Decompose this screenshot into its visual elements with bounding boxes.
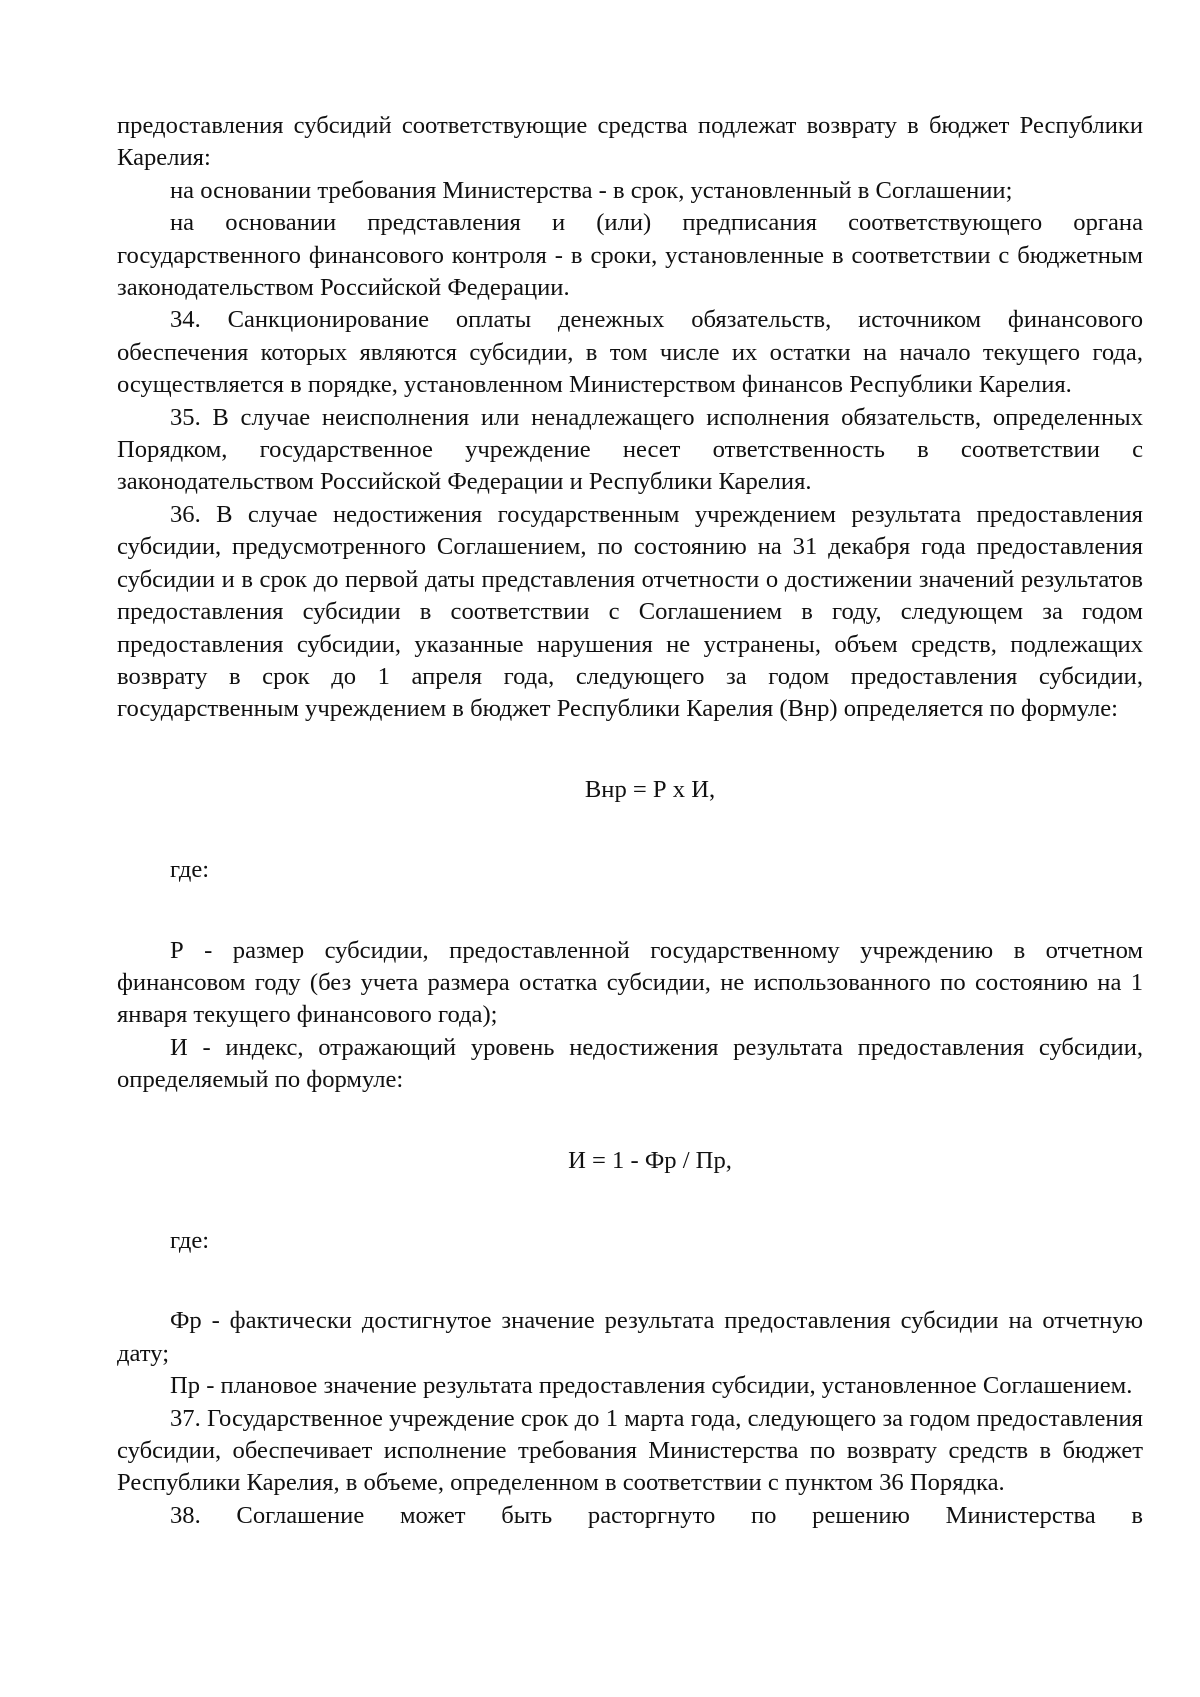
definition-i: И - индекс, отражающий уровень недостижения результата предоставления субсидии, определяемый по формуле: [117, 1033, 1143, 1094]
spacer [117, 806, 1143, 854]
paragraph-34: 34. Санкционирование оплаты денежных обязательств, источником финансового обеспечения которых являются субсидии, в том числе их остатки на начало текущего года, осуществляется в порядке, установленном Министерством финансов Республики Карелия. [117, 306, 1143, 399]
paragraph-financial-control: на основании представления и (или) предписания соответствующего органа государственного финансового контроля - в сроки, установленные в соответствии с бюджетным законодательством Российской Федерации. [117, 209, 1143, 302]
where-label-1: где: [170, 856, 210, 884]
definition-fr: Фр - фактически достигнутое значение результата предоставления субсидии на отчетную дату; [117, 1307, 1143, 1367]
spacer [117, 1097, 1143, 1145]
paragraph-intro: предоставления субсидий соответствующие средства подлежат возврату в бюджет Республики Карелия: [117, 112, 1143, 172]
formula-vnr: Внр = Р x И, [584, 775, 716, 803]
document-page [117, 110, 1143, 1532]
definition-pr: Пр - плановое значение результата предоставления субсидии, установленное Соглашением. [170, 1372, 1133, 1400]
spacer [117, 726, 1143, 774]
paragraph-35: 35. В случае неисполнения или ненадлежащего исполнения обязательств, определенных Порядком, государственное учреждение несет ответственность в соответствии с законодательством Российской Федерации и Республики Карелия. [117, 403, 1143, 496]
where-label-2: где: [170, 1226, 210, 1254]
spacer [117, 1257, 1143, 1305]
paragraph-37: 37. Государственное учреждение срок до 1 марта года, следующего за годом предоставления субсидии, обеспечивает исполнение требования Министерства по возврату средств в бюджет Республики Карелия, в объеме, определенном в соответствии с пунктом 36 Порядка. [117, 1404, 1143, 1497]
spacer [117, 887, 1143, 935]
paragraph-36: 36. В случае недостижения государственным учреждением результата предоставления субсидии, предусмотренного Соглашением, по состоянию на 31 декабря года предоставления субсидии и в срок до первой даты представления отчетности о достижении значений результатов предоставления субсидии в соответствии с Соглашением в году, следующем за годом предоставления субсидии, указанные нарушения не устранены, объем средств, подлежащих возврату в срок до 1 апреля года, следующего за годом предоставления субсидии, государственным учреждением в бюджет Республики Карелия (Внр) определяется по формуле: [117, 500, 1143, 723]
definition-r: Р - размер субсидии, предоставленной государственному учреждению в отчетном финансовом году (без учета размера остатка субсидии, не использованного по состоянию на 1 января текущего финансового года); [117, 936, 1143, 1029]
paragraph-ministry-requirement: на основании требования Министерства - в срок, установленный в Соглашении; [170, 176, 1013, 204]
spacer [117, 1177, 1143, 1225]
paragraph-38: 38. Соглашение может быть расторгнуто по решению Министерства в [170, 1501, 1143, 1529]
formula-index: И = 1 - Фр / Пр, [568, 1146, 732, 1174]
